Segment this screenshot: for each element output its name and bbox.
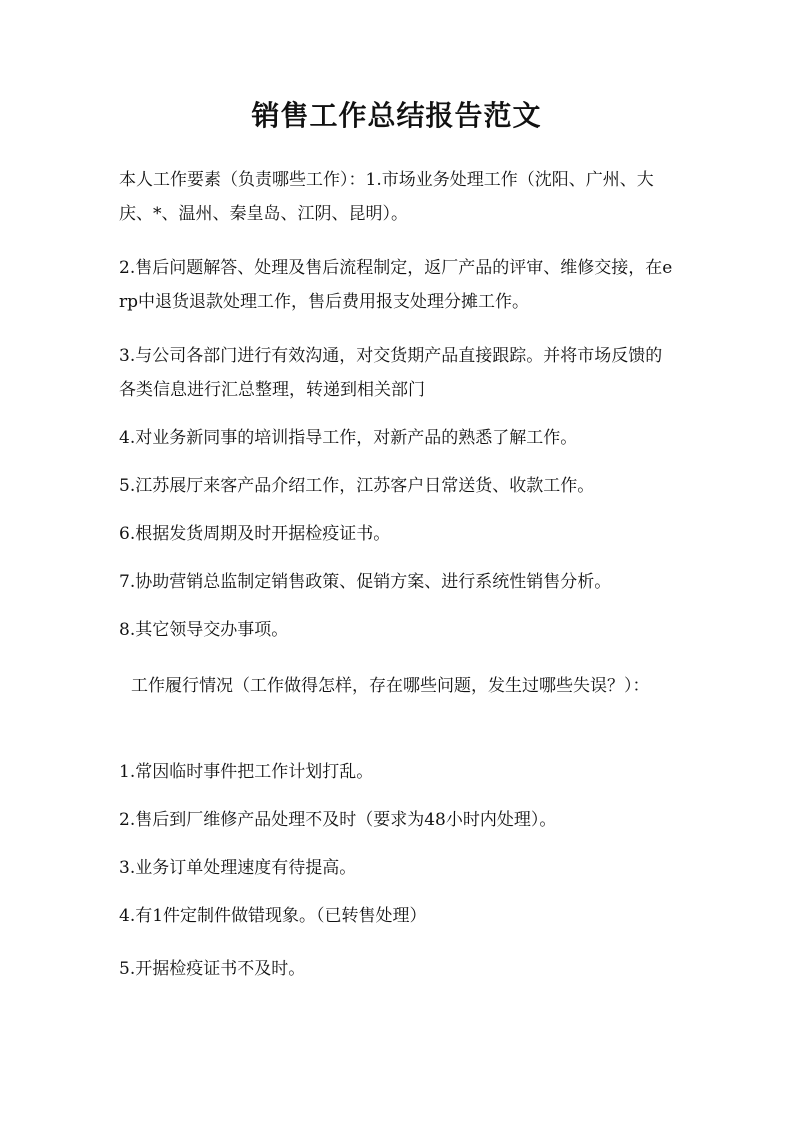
paragraph-other-tasks: 8.其它领导交办事项。 xyxy=(119,620,289,640)
paragraph-training: 4.对业务新同事的培训指导工作，对新产品的熟悉了解工作。 xyxy=(119,428,578,448)
paragraph-issue-4: 4.有1件定制件做错现象。（已转售处理） xyxy=(119,906,427,926)
paragraph-showroom: 5.江苏展厅来客产品介绍工作，江苏客户日常送货、收款工作。 xyxy=(119,476,595,496)
paragraph-issue-2: 2.售后到厂维修产品处理不及时（要求为48小时内处理）。 xyxy=(119,810,557,830)
paragraph-after-sales: 2.售后问题解答、处理及售后流程制定，返厂产品的评审、维修交接，在erp中退货退款处理工作，售后费用报支处理分摊工作。 xyxy=(119,258,673,312)
paragraph-certificates: 6.根据发货周期及时开据检疫证书。 xyxy=(119,524,391,544)
paragraph-issue-3: 3.业务订单处理速度有待提高。 xyxy=(119,858,357,878)
paragraph-responsibilities-intro: 本人工作要素（负责哪些工作）：1.市场业务处理工作（沈阳、广州、大庆、*、温州、秦皇岛、江阴、昆明）。 xyxy=(119,170,654,224)
document-title: 销售工作总结报告范文 xyxy=(251,99,542,132)
paragraph-issue-1: 1.常因临时事件把工作计划打乱。 xyxy=(119,762,374,782)
paragraph-issue-5: 5.开据检疫证书不及时。 xyxy=(119,959,306,979)
paragraph-performance-heading: 工作履行情况（工作做得怎样，存在哪些问题，发生过哪些失误？）： xyxy=(131,676,650,696)
paragraph-marketing-support: 7.协助营销总监制定销售政策、促销方案、进行系统性销售分析。 xyxy=(119,572,612,592)
paragraph-communication: 3.与公司各部门进行有效沟通，对交货期产品直接跟踪。并将市场反馈的各类信息进行汇总整理，转递到相关部门 xyxy=(119,346,663,400)
